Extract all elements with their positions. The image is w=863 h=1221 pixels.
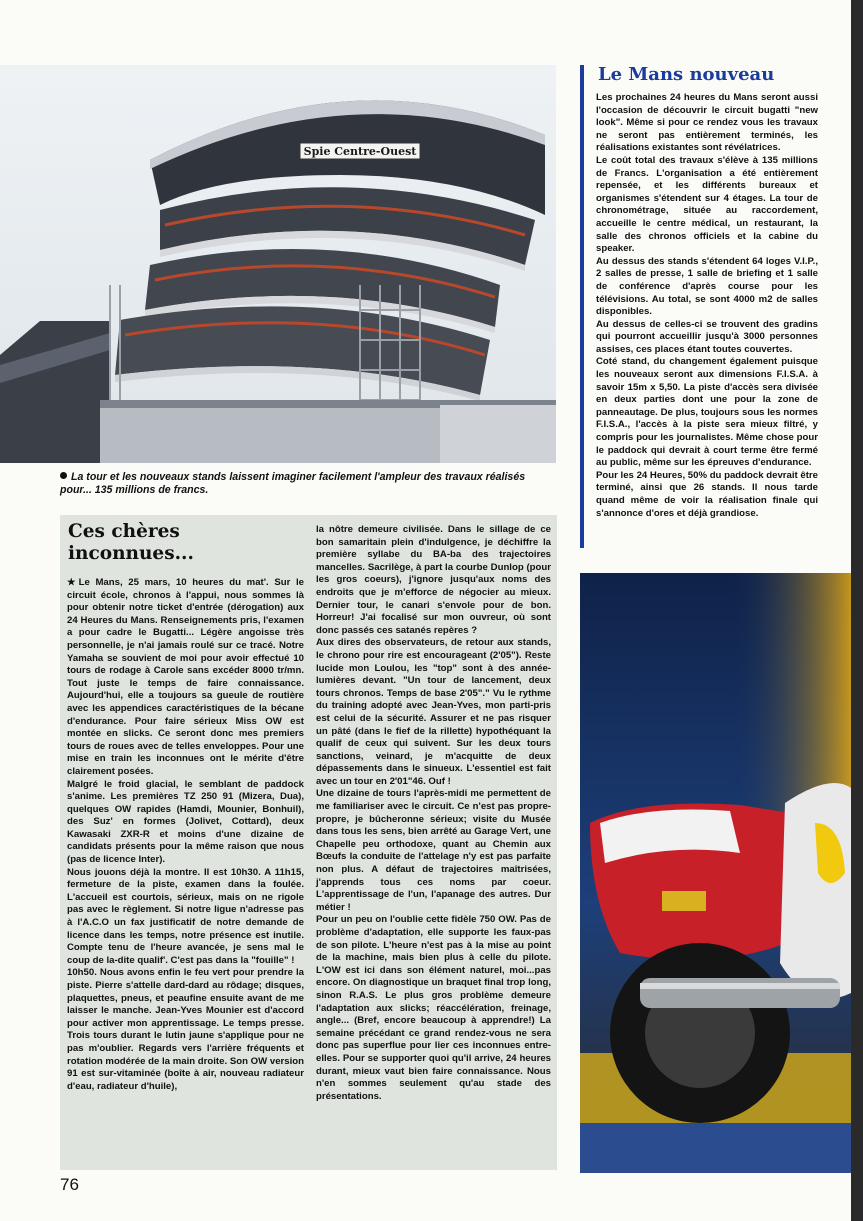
sidebar-rule: [580, 65, 584, 548]
article-paragraph: 10h50. Nous avons enfin le feu vert pour prendre la piste. Pierre s'attelle dard-dard au rôdage; disques, plaquettes, pneus, et peaufine ensuite avant de me laisser le manche. Jean-Yves Mounier est d'accord pour activer mon apprentissage. Le temps presse. Trois tours durant le lutin jaune s'applique pour ne pas m'oublier. Regards vers l'arrière fréquents et rotation modérée de la main droite. Son OW version 91 est sur-vitaminée (boîte à air, nouveau radiateur d'eau, radiateur d'huile),: [67, 967, 304, 1092]
tower-banner: Spie Centre-Ouest: [303, 145, 417, 158]
sidebar-title: Le Mans nouveau: [598, 64, 775, 85]
bullet-icon: [60, 472, 67, 479]
article-paragraph: Une dizaine de tours l'après-midi me permettent de me familiariser avec le circuit. Ce n'est pas propre-propre, je bûcheronne sérieux; visite du Musée dans tous les sens, bien arrêté au Garage Vert, une Chapelle peu orthodoxe, quant au Chemin aux Bœufs la conduite de l'attelage n'y est pas parfaite non plus. A défaut de trajectoires maîtrisées, j'apprends tous ces noms par coeur. L'apprentissage de l'un, l'apanage des autres. Dur métier !: [316, 788, 551, 913]
article-paragraph: Nous jouons déjà la montre. Il est 10h30. A 11h15, fermeture de la piste, examen dans la foulée. L'accueil est courtois, sérieux, mais on ne rigole pas avec le règlement. Si notre ligue n'adresse pas à l'A.C.O un fax justificatif de notre demande de licence dans les temps, notre présence est inutile. Compte tenu de l'heure avancée, je sens mal le coup de la-dite qualif'. C'est pas dans la "fouille" !: [67, 866, 304, 966]
caption-text: La tour et les nouveaux stands laissent imaginer facilement l'ampleur des travaux réalisés pour... 135 millions de francs.: [60, 471, 526, 496]
sidebar-paragraph: Coté stand, du changement également puisque les nouveaux seront aux dimensions F.I.S.A. à savoir 15m x 5,50. La piste d'accès sera divisée en deux parties dont une pour la zone de panneautage. De plus, toujours sous les normes F.I.S.A., l'accès à la piste sera mieux filtré, y compris pour les journalistes. Même chose pour le paddock qui devrait à court terme être fermé au public, même sur les épreuves d'endurance.: [596, 356, 818, 469]
main-article: [60, 515, 557, 1170]
article-paragraph: ★Le Mans, 25 mars, 10 heures du mat'. Sur le circuit école, chronos à l'appui, nous sommes là pour obtenir notre ticket d'entrée (dérogation) aux 24 Heures du Mans. Renseignements pris, l'examen a pour cadre le Bugatti... Légère angoisse très personnelle, je n'ai jamais roulé sur ce tracé. Notre Yamaha se souvient de moi pour avoir effectué 10 tours de rodage à Carole sans excéder 8000 tr/mn. Tout juste le temps de faire connaissance. Aujourd'hui, elle a toujours sa gueule de routière avec les appendices caractéristiques de la bécane d'endurance. Pour faire sérieux Miss OW est montée en slicks. Ce seront donc mes premiers tours de roues avec de telles enveloppes. Pour une mise en train les inconnues ont le mérite d'être clairement posées.: [67, 577, 304, 777]
article-paragraph: Malgré le froid glacial, le semblant de paddock s'anime. Les premières TZ 250 91 (Mizera, Dua), quelques OW rapides (Hamdi, Mounier, Bonhuil), des Suz' en formes (Jolivet, Cottard), deux Kawasaki ZXR-R et moins d'une dizaine de candidats présents pour la même raison que nous (pas de licence Inter).: [67, 778, 304, 866]
article-title: Ces chères inconnues...: [68, 521, 194, 564]
sidebar-paragraph: Au dessus des stands s'étendent 64 loges V.I.P., 2 salles de presse, 1 salle de briefing et 1 salle de conférence d'après course pour les télévisions. Au total, se sont 4000 m2 de salles disponibles.: [596, 255, 818, 318]
page-edge-shadow: [851, 0, 863, 1221]
sidebar-paragraph: Pour les 24 Heures, 50% du paddock devrait être terminé, ainsi que 26 stands. Il nous tarde quand même de voir la réalisation finale qui s'annonce d'ores et déjà grandiose.: [596, 469, 818, 519]
article-paragraph: la nôtre demeure civilisée. Dans le sillage de ce bon samaritain plein d'indulgence, je déchiffre la première syllabe du BA-ba des trajectoires mancelles. Sacrilège, à part la courbe Dunlop (pour les gros coeurs), j'ignore jusqu'aux noms des endroits que je m'efforce de négocier au mieux. Dernier tour, le canari s'envole pour de bon. Horreur! J'ai focalisé sur mon ouvreur, où sont donc passés ces satanés repères ?: [316, 524, 551, 636]
article-paragraph: Pour un peu on l'oublie cette fidèle 750 OW. Pas de problème d'adaptation, elle supporte les faux-pas de son pilote. L'heure n'est pas à la mise au point de la machine, mais bien plus à celle du pilote. L'OW est ici dans son élément naturel, moi...pas encore. On diagnostique un braquet final trop long, sinon R.A.S. Le plus gros problème demeure l'adaptation aux slicks; réaccélération, freinage, angle... (Bref, encore beaucoup à apprendre!) La semaine précédant ce grand rendez-vous ne sera donc pas superflue pour lier ces inconnues entre-elles. Pour se supporter quoi qu'il arrive, 24 heures durant, mieux vaut bien faire connaissance. Nous n'en sommes seulement qu'au stade des présentations.: [316, 914, 551, 1102]
photo-caption: [60, 471, 550, 497]
sidebar-paragraph: Les prochaines 24 heures du Mans seront aussi l'occasion de découvrir le circuit bugatti "new look". Même si pour ce rendez vous les travaux ne seront pas entièrement terminés, les réalisations existantes sont révélatrices.: [596, 92, 818, 154]
motorcycle-photo: [580, 573, 851, 1173]
sidebar-paragraph: Au dessus de celles-ci se trouvent des gradins qui pourront accueillir jusqu'à 3000 personnes assises, ces places étant toutes couvertes.: [596, 318, 818, 355]
article-paragraph: Aux dires des observateurs, de retour aux stands, le chrono pour rire est encourageant (2'05"). Reste lucide mon Loulou, les "top" sont à des année-lumières devant. "Un tour de lancement, deux tours chronos. Temps de base 2'05"." Vu le rythme du training adopté avec Jean-Yves, mon parti-pris est celui de la sécurité. Assurer et ne pas risquer un pâté (dans le fief de la rillette) hypothéquant la qualif de ceux qui suivent. Sur les deux tours sanctions, veinard, je m'acquitte de deux dépassements dans le sinueux. L'essentiel est fait avec un tour en 2'01"46. Ouf !: [316, 637, 551, 787]
article-column-2: [316, 524, 551, 1103]
sidebar-paragraph: Le coût total des travaux s'élève à 135 millions de Francs. L'organisation a été entièrement repensée, et les différents bureaux et organismes s'étendent sur 4 étages. La tour de chronométrage, située au raccordement, accueille le centre médical, un restaurant, la salle des chronos officiels et la cabine du speaker.: [596, 154, 818, 255]
tower-photo: [0, 65, 556, 463]
sidebar-article: [580, 65, 818, 548]
article-column-1: [67, 577, 304, 1093]
page-number: 76: [60, 1175, 79, 1194]
sidebar-body: [596, 92, 818, 520]
